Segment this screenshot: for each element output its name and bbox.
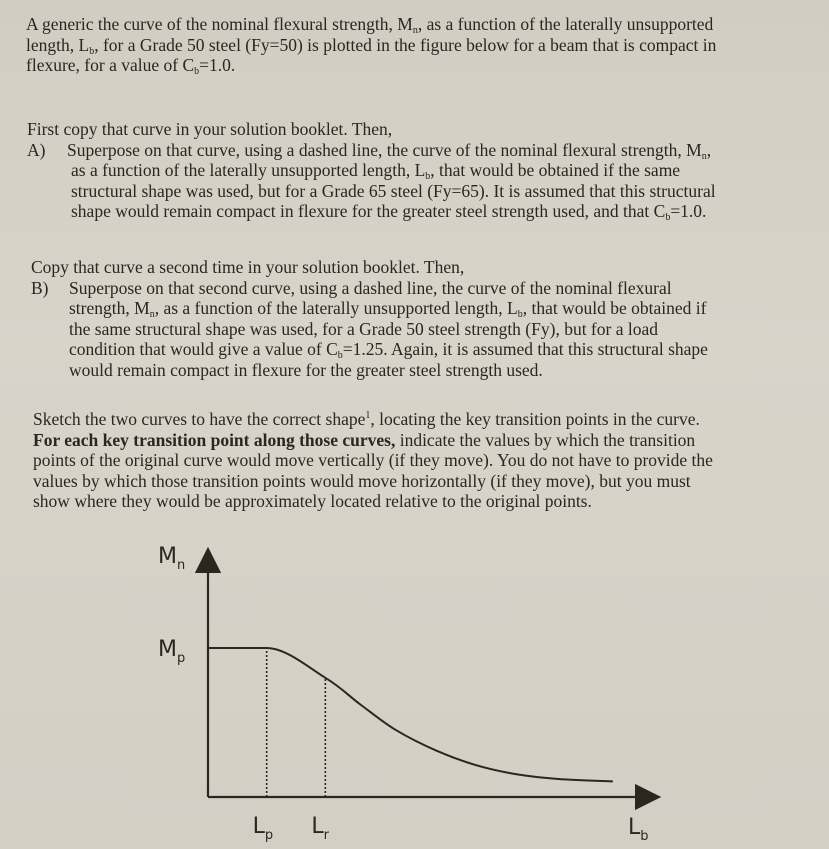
- part-b-line-1: B) Superpose on that second curve, using a dashed line, the curve of the nominal flexural: [31, 277, 672, 298]
- intro-paragraph: [26, 14, 716, 76]
- chart-axes: [208, 560, 648, 797]
- series-line-0: [208, 648, 613, 781]
- intro-line-1: A generic the curve of the nominal flexural strength, $M_n$, as a function of the laterally unsupported: [26, 14, 714, 36]
- part-a-line-2: as a function of the laterally unsupported length, $L_b$, that would be obtained if the same: [71, 160, 681, 182]
- part-a-line-4: shape would remain compact in flexure for the greater steel strength used, and that $C_b=1.0$.: [71, 201, 707, 223]
- part-b-label: B): [31, 277, 49, 298]
- part-a-label: A): [27, 139, 46, 160]
- intro-line-3: flexure, for a value of $C_b=1.0$.: [26, 55, 236, 77]
- part-a-line-3: structural shape was used, but for a Grade 65 steel (Fy=65). It is assumed that this structural: [71, 180, 716, 201]
- plateau-label: $M_p$: [158, 637, 186, 666]
- chart-labels: [158, 544, 649, 844]
- part-a-paragraph: [27, 119, 716, 222]
- sketch-paragraph: [33, 409, 713, 512]
- part-b-line-5: would remain compact in flexure for the greater steel strength used.: [69, 359, 543, 380]
- sketch-line-4: values by which those transition points would move horizontally (if they move), but you must: [33, 470, 691, 491]
- sketch-line-5: show where they would be approximately located relative to the original points.: [33, 491, 592, 511]
- part-b-line-4: condition that would give a value of $C_b=1.25$. Again, it is assumed that this structural shape: [69, 339, 708, 361]
- sketch-line-3: points of the original curve would move vertically (if they move). You do not have to provide the: [33, 450, 713, 470]
- part-b-paragraph: [31, 257, 708, 380]
- part-a-line-1: A) Superpose on that curve, using a dashed line, the curve of the nominal flexural strength, $M_n$,: [27, 139, 712, 162]
- x-axis-label: $L_b$: [628, 815, 649, 844]
- sketch-line-2: For each key transition point along those curves, indicate the values by which the transition: [33, 429, 696, 450]
- sketch-line-1: Sketch the two curves to have the correct shape$^1$, locating the key transition points in the curve.: [33, 409, 700, 429]
- y-axis-label: $M_n$: [158, 544, 186, 573]
- chart-ticks: [253, 648, 330, 843]
- part-b-lead: Copy that curve a second time in your solution booklet. Then,: [31, 257, 465, 277]
- part-b-line-2: strength, $M_n$, as a function of the laterally unsupported length, $L_b$, that would be obtained if: [69, 298, 707, 320]
- part-a-lead: First copy that curve in your solution booklet. Then,: [27, 119, 393, 139]
- part-b-line-3: the same structural shape was used, for a Grade 50 steel strength (Fy), but for a load: [69, 318, 658, 339]
- tick-label-1: $L_r$: [311, 814, 329, 843]
- chart-series: [208, 648, 613, 781]
- tick-label-0: $L_p$: [252, 814, 274, 843]
- intro-line-2: length, $L_b$, for a Grade 50 steel (Fy=50) is plotted in the figure below for a beam that is compact in: [26, 34, 717, 57]
